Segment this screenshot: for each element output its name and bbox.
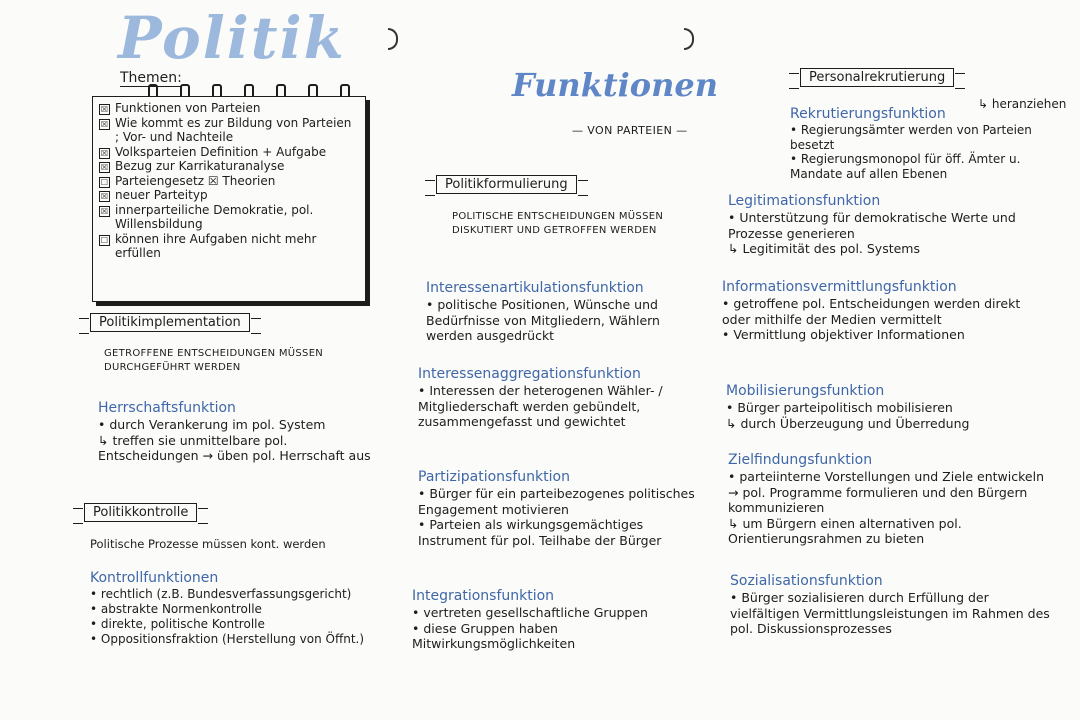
list-item: ☒ Volksparteien Definition + Aufgabe (100, 144, 327, 159)
kontrollfunktionen-body: • rechtlich (z.B. Bundesverfassungsgericht) • abstrakte Normenkontrolle • direkte, politische Kontrolle • Oppositionsfraktion (Herstellung von Öffnt.) (90, 587, 365, 646)
heranziehen-note: ↳ heranziehen (978, 97, 1067, 111)
checkbox-icon: ☐ (100, 177, 109, 187)
integration-body: • vertreten gesellschaftliche Gruppen • diese Gruppen haben Mitwirkungsmöglichkeiten (412, 605, 648, 651)
checkbox-icon: ☒ (100, 119, 109, 129)
informationsvermittlung-heading: Informationsvermittlungsfunktion (722, 279, 957, 295)
subtitle: — VON PARTEIEN — (572, 124, 688, 137)
caption-politikformulierung: POLITISCHE ENTSCHEIDUNGEN MÜSSEN DISKUTIERT UND GETROFFEN WERDEN (452, 211, 664, 236)
banner-politikkontrolle: Politikkontrolle (84, 503, 197, 522)
mobilisierung-heading: Mobilisierungsfunktion (726, 383, 885, 399)
zielfindung-body: • parteiinterne Vorstellungen und Ziele entwickeln → pol. Programme formulieren und den Bürgern kommunizieren ↳ um Bürgern einen alternativen pol. Orientierungsrahmen zu bieten (728, 469, 1044, 546)
themen-list (93, 97, 365, 265)
legitimation-body: • Unterstützung für demokratische Werte und Prozesse generieren ↳ Legitimität des pol. Systems (728, 210, 1016, 256)
binder-hole-right (684, 28, 694, 50)
interessenartikulation-body: • politische Positionen, Wünsche und Bedürfnisse von Mitgliedern, Wählern werden ausgedrückt (426, 297, 660, 343)
partizipation-body: • Bürger für ein parteibezogenes politisches Engagement motivieren • Parteien als wirkungsgemächtiges Instrument für pol. Teilhabe der Bürger (418, 486, 695, 548)
banner-politikformulierung: Politikformulierung (436, 175, 577, 194)
caption-politikkontrolle: Politische Prozesse müssen kont. werden (90, 537, 326, 551)
list-item: ☒ neuer Parteityp (100, 188, 208, 202)
checkbox-icon: ☐ (100, 235, 109, 245)
rekrutierung-body: • Regierungsämter werden von Parteien besetzt • Regierungsmonopol für öff. Ämter u. Mandate auf allen Ebenen (790, 123, 1032, 181)
banner-politikimplementation: Politikimplementation (90, 313, 250, 332)
herrschaftsfunktion-body: • durch Verankerung im pol. System ↳ treffen sie unmittelbare pol. Entscheidungen → üben pol. Herrschaft aus (98, 417, 371, 463)
checkbox-icon: ☒ (100, 105, 109, 114)
checkbox-icon: ☒ (100, 163, 109, 172)
checkbox-icon: ☒ (100, 206, 109, 216)
sozialisation-heading: Sozialisationsfunktion (730, 573, 883, 589)
sozialisation-body: • Bürger sozialisieren durch Erfüllung der vielfältigen Vermittlungsleistungen im Rahmen des pol. Diskussionsprozesses (730, 590, 1050, 636)
list-item: ☒ Funktionen von Parteien (100, 101, 261, 115)
interessenaggregation-heading: Interessenaggregationsfunktion (418, 366, 641, 382)
list-item: ☒ Bezug zur Karrikaturanalyse (100, 159, 285, 173)
binder-hole-left (388, 28, 398, 50)
integration-heading: Integrationsfunktion (412, 588, 555, 604)
checkbox-icon: ☒ (100, 192, 109, 201)
checkbox-icon: ☒ (100, 148, 109, 158)
rekrutierung-heading: Rekrutierungsfunktion (790, 106, 946, 122)
mobilisierung-body: • Bürger parteipolitisch mobilisieren ↳ durch Überzeugung und Überredung (726, 400, 970, 431)
interessenaggregation-body: • Interessen der heterogenen Wähler- / Mitgliederschaft werden gebündelt, zusammengefasst und gewichtet (418, 383, 663, 429)
informationsvermittlung-body: • getroffene pol. Entscheidungen werden direkt oder mithilfe der Medien vermittelt • Vermittlung objektiver Informationen (722, 296, 1021, 342)
list-item: ☒ innerparteiliche Demokratie, pol. Willensbildung (100, 202, 314, 231)
page-title: Politik (118, 4, 346, 72)
list-item: ☒ Wie kommt es zur Bildung von Parteien ; Vor- und Nachteile (100, 115, 352, 144)
zielfindung-heading: Zielfindungsfunktion (728, 452, 873, 468)
legitimation-heading: Legitimationsfunktion (728, 193, 881, 209)
herrschaftsfunktion-heading: Herrschaftsfunktion (98, 400, 236, 416)
themen-box (92, 96, 366, 302)
kontrollfunktionen-heading: Kontrollfunktionen (90, 570, 219, 586)
partizipation-heading: Partizipationsfunktion (418, 469, 570, 485)
banner-personalrekrutierung: Personalrekrutierung (800, 68, 954, 87)
main-title: Funktionen (512, 66, 719, 104)
list-item: ☐ können ihre Aufgaben nicht mehr erfüllen (100, 231, 317, 260)
list-item: ☐ Parteiengesetz ☒ Theorien (100, 173, 276, 188)
themen-label: Themen: (120, 70, 182, 86)
interessenartikulation-heading: Interessenartikulationsfunktion (426, 280, 644, 296)
caption-politikimplementation: GETROFFENE ENTSCHEIDUNGEN MÜSSEN DURCHGEFÜHRT WERDEN (104, 348, 324, 373)
